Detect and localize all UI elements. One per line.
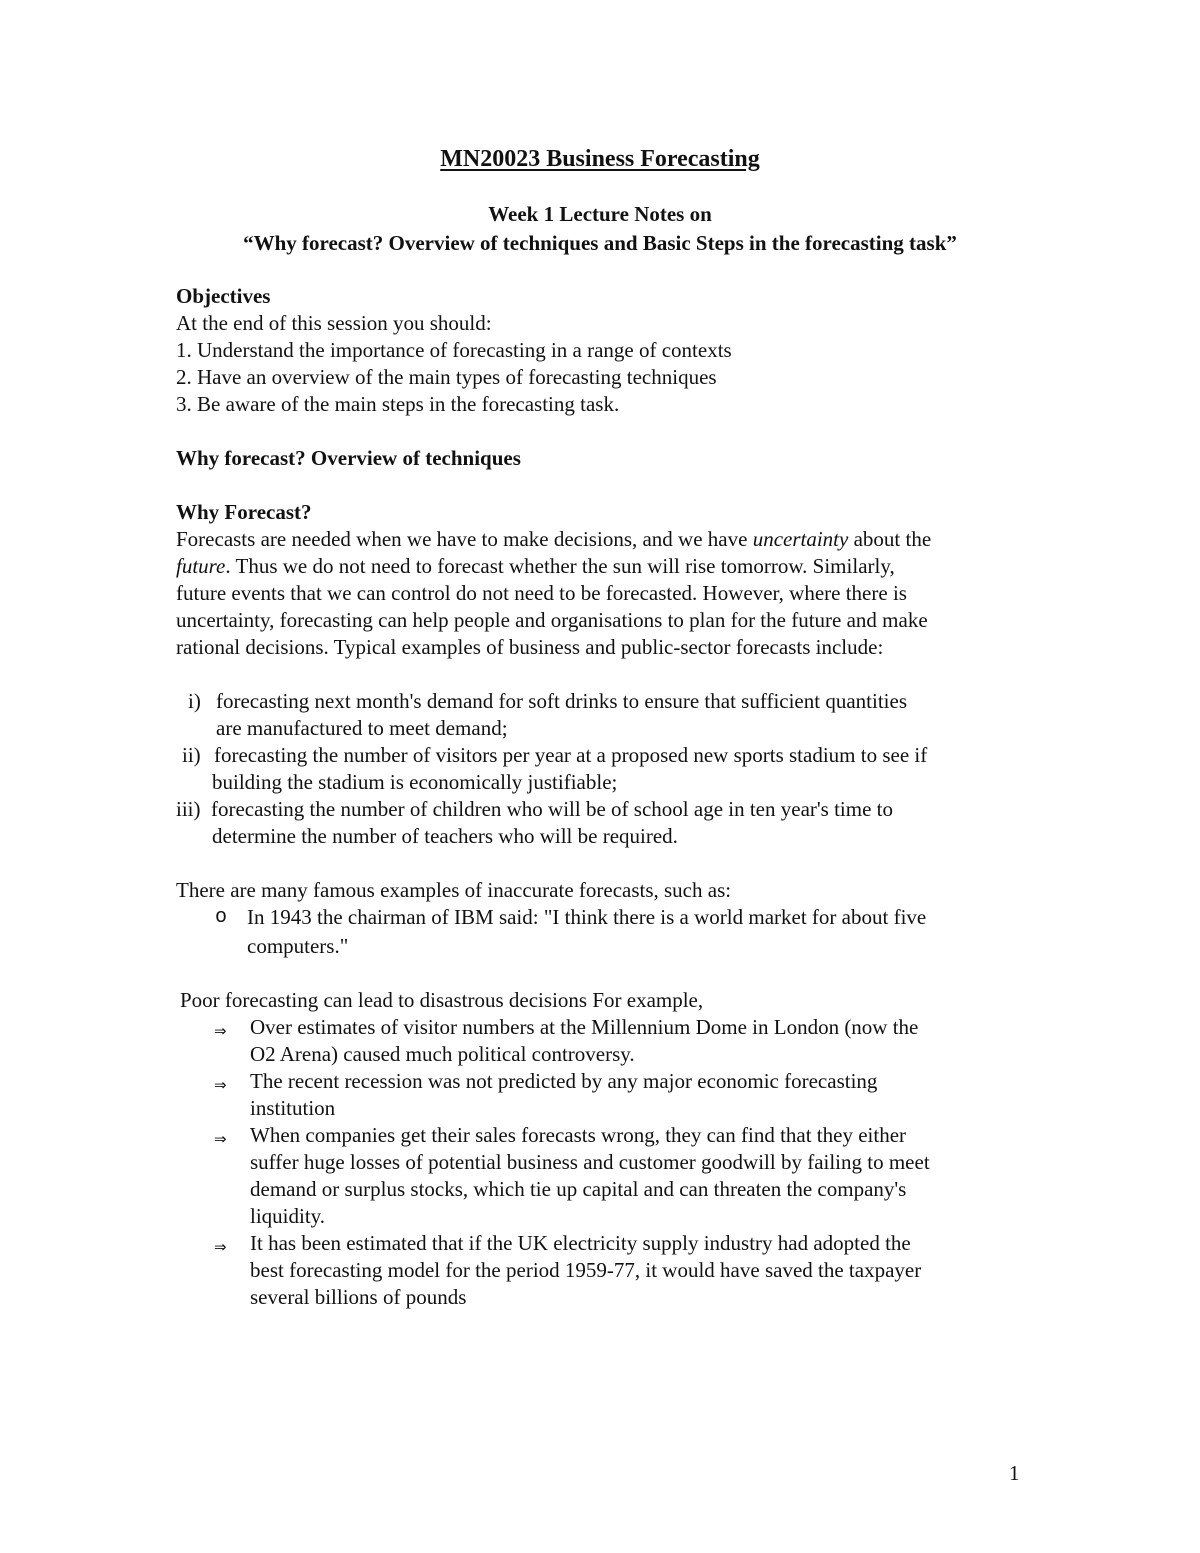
list-item-text: demand or surplus stocks, which tie up capital and can threaten the company's <box>250 1177 907 1201</box>
list-item-text: forecasting the number of children who will be of school age in ten year's time to <box>211 797 893 821</box>
bullet-icon: o <box>215 906 228 929</box>
arrow-right-icon: ⇒ <box>214 1238 227 1256</box>
objectives-intro: At the end of this session you should: <box>176 311 492 335</box>
list-item-text: are manufactured to meet demand; <box>216 716 508 740</box>
lecture-subtitle: Week 1 Lecture Notes on <box>488 202 712 226</box>
lecture-topic: “Why forecast? Overview of techniques and Basic Steps in the forecasting task” <box>243 231 957 255</box>
list-item-text: forecasting next month's demand for soft drinks to ensure that sufficient quantities <box>216 689 907 713</box>
document-title: MN20023 Business Forecasting <box>440 146 760 172</box>
paragraph-line: Forecasts are needed when we have to make decisions, and we have uncertainty about the <box>176 527 932 551</box>
emphasis-uncertainty: uncertainty <box>752 527 849 551</box>
paragraph-line: uncertainty, forecasting can help people and organisations to plan for the future and make <box>176 608 928 632</box>
why-forecast-section <box>176 499 1056 661</box>
arrow-right-icon: ⇒ <box>214 1022 227 1040</box>
objective-item: 2. Have an overview of the main types of forecasting techniques <box>176 365 717 389</box>
emphasis-future: future <box>176 554 226 578</box>
inaccurate-intro: There are many famous examples of inaccurate forecasts, such as: <box>176 878 732 902</box>
list-marker: i) <box>188 689 201 713</box>
paragraph-line: future. Thus we do not need to forecast whether the sun will rise tomorrow. Similarly, <box>176 554 895 578</box>
paragraph-line: future events that we can control do not need to be forecasted. However, where there is <box>176 581 907 605</box>
subsection-heading: Why Forecast? <box>176 500 312 524</box>
list-item-text: liquidity. <box>250 1204 326 1228</box>
list-item-text: forecasting the number of visitors per year at a proposed new sports stadium to see if <box>214 743 928 767</box>
objectives-section <box>176 283 1056 418</box>
list-item-text: best forecasting model for the period 1959-77, it would have saved the taxpayer <box>250 1258 922 1282</box>
list-item-text: several billions of pounds <box>250 1285 467 1309</box>
objective-item: 1. Understand the importance of forecasting in a range of contexts <box>176 338 732 362</box>
list-item-text: It has been estimated that if the UK electricity supply industry had adopted the <box>250 1231 911 1255</box>
list-item-text: determine the number of teachers who will be required. <box>212 824 678 848</box>
paragraph-line: rational decisions. Typical examples of business and public-sector forecasts include: <box>176 635 884 659</box>
objectives-heading: Objectives <box>176 284 271 308</box>
section-heading: Why forecast? Overview of techniques <box>176 446 521 470</box>
page-number: 1 <box>1009 1461 1020 1485</box>
list-item-text: institution <box>250 1096 336 1120</box>
list-marker: ii) <box>182 743 201 767</box>
list-item-text: building the stadium is economically justifiable; <box>212 770 618 794</box>
list-item-text: suffer huge losses of potential business and customer goodwill by failing to meet <box>250 1150 930 1174</box>
poor-forecasting-intro: Poor forecasting can lead to disastrous decisions For example, <box>180 988 704 1012</box>
arrow-right-icon: ⇒ <box>214 1076 227 1094</box>
list-item-text: O2 Arena) caused much political controversy. <box>250 1042 635 1066</box>
list-item-text: Over estimates of visitor numbers at the Millennium Dome in London (now the <box>250 1015 919 1039</box>
objective-item: 3. Be aware of the main steps in the forecasting task. <box>176 392 620 416</box>
list-marker: iii) <box>176 797 201 821</box>
bullet-item-text: computers." <box>247 934 349 958</box>
arrow-right-icon: ⇒ <box>214 1130 227 1148</box>
list-item-text: When companies get their sales forecasts wrong, they can find that they either <box>250 1123 907 1147</box>
bullet-item-text: In 1943 the chairman of IBM said: "I think there is a world market for about five <box>247 905 927 929</box>
list-item-text: The recent recession was not predicted by any major economic forecasting <box>250 1069 878 1093</box>
